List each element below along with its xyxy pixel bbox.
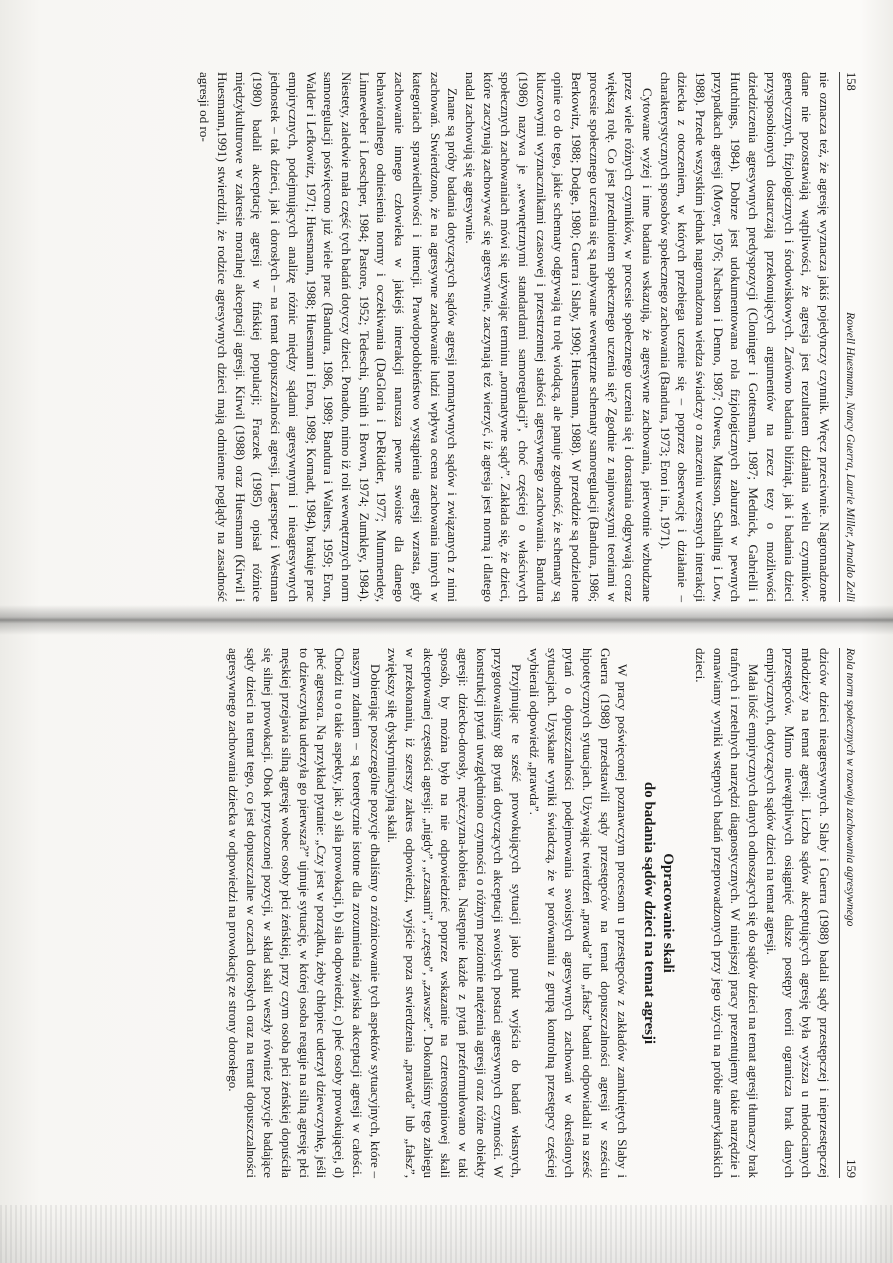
running-head-authors: Rowell Huesmann, Nancy Guerra, Laurie Miller, Arnaldo Zelli xyxy=(844,312,856,602)
page-number: 159 xyxy=(844,1159,858,1178)
page-159-body xyxy=(224,648,833,1178)
paragraph: Mała ilość empirycznych danych odnoszących się do sądów dzieci na temat agresji tłumaczy brak trafnych i rzetelnych narzędzi diagnostycznych. W niniejszej pracy prezentujemy takie narzędzie i omawiamy wyniki wstępnych badań przeprowadzonych przy jego użyciu na próbie amerykańskich dzieci. xyxy=(693,648,762,1178)
paragraph: Dobierając poszczególne pozycje dbaliśmy o zróżnicowanie tych aspektów sytuacyjnych, które – naszym zdaniem – są teoretycznie istotne dla zrozumienia zjawiska akceptacji agresji w całości. Chodzi tu o takie aspekty, jak: a) siła prowokacji, b) siła odpowiedzi, c) płeć osoby prowokującej, d) płeć agresora. Na przykład pytanie: „Czy jest w porządku, żeby chłopiec uderzył dziewczynkę, jeśli to dziewczynka uderzyła go pierwsza?” ujmuje sytuację, w której osoba reaguje na silną agresję płci męskiej przejawia silną agresję wobec osoby płci żeńskiej, przy czym osoba płci żeńskiej dopuściła się silnej prowokacji. Obok przytoczonej pozycji, w skład skali weszły również pozycje badające sądy dzieci na temat tego, co jest dopuszczalne w oczach dorosłych oraz na temat dopuszczalności agresywnego zachowania dziecka w odpowiedzi na prowokację ze strony dorosłego. xyxy=(225,648,383,1178)
scan-edge-noise xyxy=(0,1205,893,1263)
section-heading-line-1: Opracowanie skali xyxy=(660,853,677,973)
running-head-159 xyxy=(839,648,858,1178)
book-gutter-shadow xyxy=(0,605,893,635)
section-heading xyxy=(639,648,677,1178)
paragraph: Cytowane wyżej i inne badania wskazują, że agresywne zachowania, pierwotnie wzbudzane przez wiele różnych czynników, w procesie społecznego uczenia się i dorastania odgrywają coraz większą rolę. Co jest przedmiotem społecznego uczenia się? Zgodnie z najnowszymi teoriami w procesie społecznego uczenia się są nabywane wewnętrzne schematy samoregulacji (Bandura, 1986; Berkowitz, 1988; Dodge, 1980; Guerra i Slaby, 1990; Huesmann, 1988). W przeddzie są podzielone opinie co do tego, jakie schematy odgrywają tu rolę wiodącą, ale panuje zgodność, że schematy są kluczowymi wyznacznikami czasowej i przestrzennej stałości agresywnego zachowania. Bandura (1986) nazywa je „wewnętrznymi standardami samoregulacji”, choć częściej o właściwych społecznych zachowaniach mówi się używając terminu „normatywne sądy”. Zakłada się, że dzieci, które zaczynają zachowywać się agresywnie, zaczynają też wierzyć, iż agresja jest normą i dlatego nadal zachowują się agresywnie. xyxy=(462,72,655,602)
page-number: 158 xyxy=(844,72,858,91)
paragraph: Znane są próby badania dotyczących sądów agresji normatywnych sądów i związanych z nimi zachowań. Stwierdzono, że na agresywne zachowanie ludzi wpływa ocena zachowania innych w kategoriach sprawiedliwości i intencji. Prawdopodobieństwo wystąpienia agresji wzrasta, gdy zachowanie innego człowieka w jakiejś interakcji narusza pewne swoiste dla danego behawioralnego odniesienia normy i oczekiwania (DaGloria i DeRidder, 1977; Mummendey, Linneweber i Loeschper, 1984; Pastore, 1952; Tedeschi, Smith i Brown, 1974; Zumkley, 1984). Niestety, zaledwie mała część tych badań dotyczy dzieci. Ponadto, mimo iż roli wewnętrznych norm samoregulacji poświęcono już wiele prac (Bandura, 1986, 1989; Bandura i Walters, 1959; Eron, Walder i Lefkowitz, 1971; Huesmann, 1988; Huesmann i Eron, 1989; Kornadt, 1984), brakuje prac empirycznych, podejmujących analizę różnic między sądami agresywnymi i nieagresywnych jednostek – tak dzieci, jak i dorosłych – na temat dopuszczalności agresji. Lagerspetz i Westman (1980) badali akceptację agresji w fińskiej populacji; Fraczek (1985) opisał różnice międzykulturowe w zakresie moralnej akceptacji agresji. Kirwil (1988) oraz Huesmann (Kirwil i Huesmann,1991) stwierdzili, że rodzice agresywnych dzieci mają odmienne poglądy na zasadność agresji od ro- xyxy=(197,72,461,602)
paragraph: W pracy poświęconej poznawczym procesom u przestępców z zakładów zamkniętych Slaby i Guerra (1988) przedstawili sądy przestępców na temat dopuszczalności agresji w sześciu hipotetycznych sytuacjach. Używając twierdzeń „prawda” lub „fałsz” badani odpowiadali na sześć pytań o dopuszczalności podejmowania swoistych agresywnych zachowań w określonych sytuacjach. Uzyskane wyniki świadczą, że w porównaniu z grupą kontrolną przestępcy częściej wybierali odpowiedź „prawda”. xyxy=(526,648,631,1178)
page-158-body xyxy=(196,72,833,602)
section-heading-line-2: do badania sądów dzieci na temat agresji xyxy=(641,781,658,1045)
paragraph: Przyjmując te sześć prowokujących sytuacji jako punkt wyjścia do badań własnych, przygotowaliśmy 88 pytań dotyczących akceptacji swoistych postaci agresywnych czynności. W konstrukcji pytań uwzględniono czynności o różnym poziomie natężenia agresji oraz różne obiekty agresji: dziecko-dorosły, mężczyzna-kobieta. Następnie każde z pytań przeformułowano w taki sposób, by można było na nie odpowiedzieć poprzez wskazanie na czterostopniowej skali akceptowanej częstości agresji: „nigdy”, „czasami”, „często”, „zawsze”. Dokonaliśmy tego zabiegu w przekonaniu, iż szerszy zakres odpowiedzi, wyjście poza stwierdzenia „prawda” lub „fałsz”, zwiększy siłę dyskryminacyjną skali. xyxy=(385,648,525,1178)
paragraph: dziców dzieci nieagresywnych. Slaby i Guerra (1988) badali sądy przestępczej i nieprzestępczej młodzieży na temat agresji. Liczba sądów akceptujących agresję była wyższa u młodocianych przestępców. Mimo niewątpliwych osiągnięć dalsze postępy teorii ogranicza brak danych empirycznych, dotyczących sądów dzieci na temat agresji. xyxy=(763,648,832,1178)
paragraph: nie oznacza też, że agresję wyznacza jakiś pojedynczy czynnik. Wręcz przeciwnie. Nagromadzone dane nie pozostawiają wątpliwości, że agresja jest rezultatem działania wielu czynników: genetycznych, fizjologicznych i środowiskowych. Zarówno badania bliźniąt, jak i badania dzieci przysposobionych dostarczają przekonujących argumentów na rzecz tezy o możliwości dziedziczenia agresywnych predyspozycji (Cloninger i Gottesman, 1987; Mednick, Gabrielli i Hutchings, 1984). Dobrze jest udokumentowana rola fizjologicznych zaburzeń w pewnych przypadkach agresji (Moyer, 1976; Nachson i Denno, 1987; Olweus, Mattsson, Schalling i Low, 1988). Przede wszystkim jednak nagromadzona wiedza świadczy o znaczeniu wczesnych interakcji dziecka z otoczeniem, w których przebiega uczenie się – poprzez obserwację i działanie – charakterystycznych sposobów społecznego zachowania (Bandura, 1973; Eron i in., 1971). xyxy=(657,72,832,602)
running-head-158 xyxy=(839,72,858,602)
page-159 xyxy=(88,648,858,1178)
page-158 xyxy=(88,72,858,602)
running-head-title: Rola norm społecznych w rozwoju zachowania agresywnego xyxy=(844,648,856,927)
